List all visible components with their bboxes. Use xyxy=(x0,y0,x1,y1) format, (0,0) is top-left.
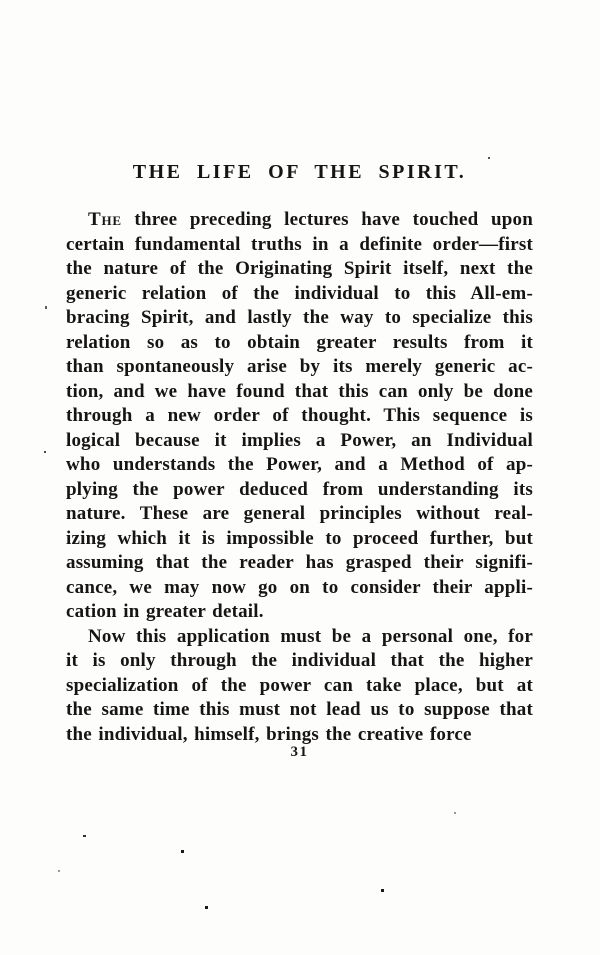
body-text-line: it is only through the individual that the higher xyxy=(66,650,533,671)
body-text-line: Now this application must be a personal one, for xyxy=(88,625,533,647)
body-text-line: cation in greater detail. xyxy=(66,601,264,622)
body-text-line: through a new order of thought. This sequence is xyxy=(66,405,533,426)
body-text-line: assuming that the reader has grasped their signifi- xyxy=(66,552,533,573)
scan-artifact-dot xyxy=(488,157,490,159)
scan-artifact-dot xyxy=(44,451,46,453)
scan-artifact-dot xyxy=(205,906,208,909)
body-text-line: cance, we may now go on to consider their appli- xyxy=(66,576,533,598)
body-text-line: certain fundamental truths in a definite order—first xyxy=(66,233,533,255)
body-text: three preceding lectures have touched upon xyxy=(121,209,533,230)
body-text-line: tion, and we have found that this can only be done xyxy=(66,380,533,402)
page-number: 31 xyxy=(290,744,309,760)
body-text-line: the same time this must not lead us to suppose that xyxy=(66,699,533,720)
body-text-line: izing which it is impossible to proceed further, but xyxy=(66,527,533,549)
page-title: THE LIFE OF THE SPIRIT. xyxy=(132,161,467,183)
scan-artifact-dot xyxy=(45,306,47,309)
body-text-line: generic relation of the individual to this All-em- xyxy=(66,282,533,304)
body-text-line: the nature of the Originating Spirit itself, next the xyxy=(66,258,533,279)
body-text-line: bracing Spirit, and lastly the way to specialize this xyxy=(66,307,533,328)
body-text-line: specialization of the power can take place, but at xyxy=(66,674,533,696)
body-text-line: the individual, himself, brings the creative force xyxy=(66,723,472,745)
body-text-line: plying the power deduced from understanding its xyxy=(66,478,533,500)
scan-artifact-dot xyxy=(181,850,184,853)
lead-word-smallcaps: The xyxy=(88,209,122,230)
text-column xyxy=(66,161,533,747)
body-text-line: nature. These are general principles without real- xyxy=(66,503,533,524)
body-text-line: who understands the Power, and a Method of ap- xyxy=(66,454,533,475)
body-text-line xyxy=(66,208,533,233)
scan-artifact-dot xyxy=(454,812,456,814)
scan-artifact-dot xyxy=(381,889,384,892)
body-text-line: than spontaneously arise by its merely generic ac- xyxy=(66,356,533,377)
body-text-line: logical because it implies a Power, an Individual xyxy=(66,429,533,451)
scan-artifact-dot xyxy=(58,870,60,872)
scan-artifact-dot xyxy=(83,835,86,837)
body-text-line: relation so as to obtain greater results from it xyxy=(66,331,533,353)
